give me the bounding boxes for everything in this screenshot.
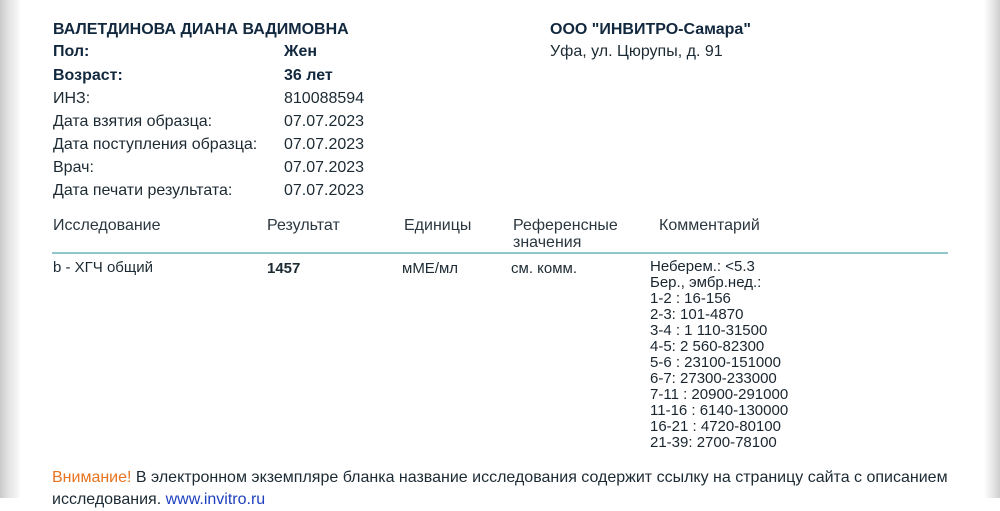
header-reference-line2: значения xyxy=(513,234,582,251)
sample-received-value: 07.07.2023 xyxy=(284,136,365,153)
comment-line: 11-16 : 6140-130000 xyxy=(650,402,789,419)
sample-taken-value: 07.07.2023 xyxy=(284,113,365,130)
inz-value: 810088594 xyxy=(284,90,365,107)
result-units: мМЕ/мл xyxy=(402,260,459,277)
sex-label: Пол: xyxy=(53,43,90,60)
comment-line: 1-2 : 16-156 xyxy=(650,290,731,307)
comment-line: 5-6 : 23100-151000 xyxy=(650,354,781,371)
comment-line: Неберем.: <5.3 xyxy=(650,258,755,275)
age-value: 36 лет xyxy=(284,67,333,84)
header-reference-line1: Референсные xyxy=(513,217,618,234)
page-edge-left xyxy=(0,0,21,498)
comment-line: 7-11 : 20900-291000 xyxy=(650,386,789,403)
sample-taken-label: Дата взятия образца: xyxy=(53,113,213,130)
lab-name: ООО "ИНВИТРО-Самара" xyxy=(550,21,751,38)
comment-line: 3-4 : 1 110-31500 xyxy=(650,322,768,339)
table-separator xyxy=(52,252,948,254)
comment-line: 2-3: 101-4870 xyxy=(650,306,744,323)
inz-label: ИНЗ: xyxy=(53,90,91,107)
age-label: Возраст: xyxy=(53,67,123,84)
comment-line: 21-39: 2700-78100 xyxy=(650,434,777,451)
reference-value: см. комм. xyxy=(511,260,578,277)
sample-received-label: Дата поступления образца: xyxy=(53,136,258,153)
header-comment: Комментарий xyxy=(659,217,760,234)
attention-notice xyxy=(52,467,952,511)
attention-label: Внимание! xyxy=(52,469,132,486)
lab-address: Уфа, ул. Цюрупы, д. 91 xyxy=(550,43,723,60)
notice-text: В электронном экземпляре бланка название исследования содержит ссылку на страницу сайта с описанием исследования. xyxy=(52,469,948,508)
header-units: Единицы xyxy=(404,217,472,234)
comment-line: Бер., эмбр.нед.: xyxy=(650,274,762,291)
header-result: Результат xyxy=(267,217,340,234)
page-edge-right xyxy=(984,0,1000,498)
comment-line: 6-7: 27300-233000 xyxy=(650,370,777,387)
study-name: b - ХГЧ общий xyxy=(53,259,153,276)
patient-name: ВАЛЕТДИНОВА ДИАНА ВАДИМОВНА xyxy=(53,21,349,38)
result-value: 1457 xyxy=(267,260,301,277)
sex-value: Жен xyxy=(284,43,318,60)
comment-block xyxy=(650,259,788,451)
doctor-value: 07.07.2023 xyxy=(284,159,365,176)
print-date-label: Дата печати результата: xyxy=(53,182,233,199)
header-study: Исследование xyxy=(53,217,161,234)
comment-line: 16-21 : 4720-80100 xyxy=(650,418,781,435)
comment-line: 4-5: 2 560-82300 xyxy=(650,338,765,355)
print-date-value: 07.07.2023 xyxy=(284,182,365,199)
doctor-label: Врач: xyxy=(53,159,94,176)
invitro-link[interactable]: www.invitro.ru xyxy=(165,491,266,508)
